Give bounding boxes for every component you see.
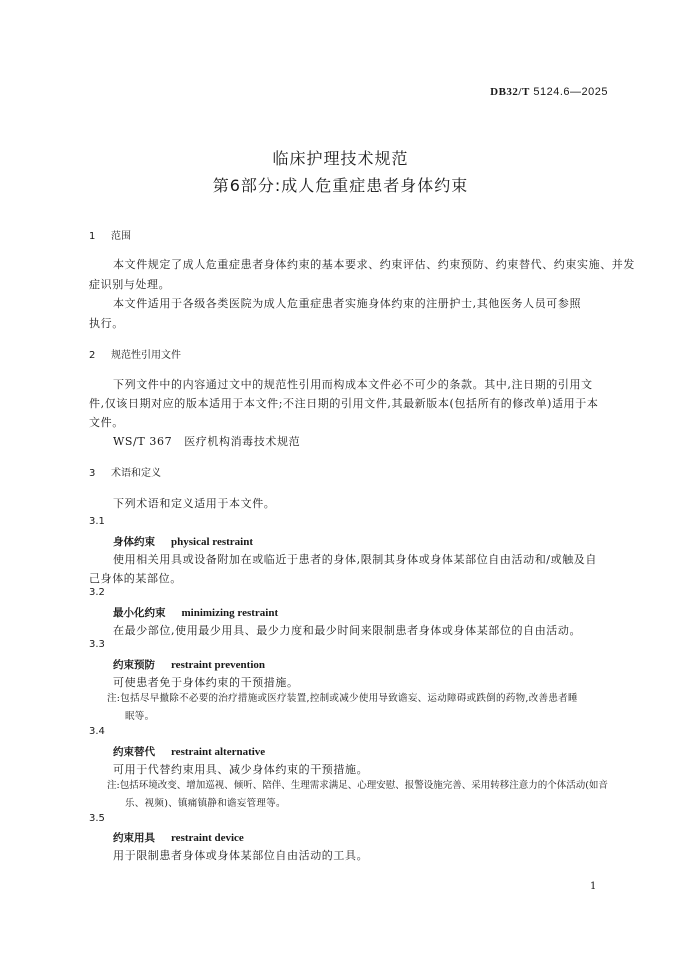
standard-prefix: DB32/T [490,86,530,98]
term-number: 3.2 [89,587,105,598]
document-title: 临床护理技术规范 [272,149,409,168]
term-number: 3.5 [89,813,105,824]
paragraph-line: 本文件规定了成人危重症患者身体约束的基本要求、约束评估、约束预防、约束替代、约束实施、并发 [113,258,635,271]
term-definition: 用于限制患者身体或身体某部位自由活动的工具。 [113,849,369,862]
term-definition: 使用相关用具或设备附加在或临近于患者的身体,限制其身体或身体某部位自由活动和/或触及自 [113,553,597,566]
normative-reference [113,432,300,452]
section-number: 2 [89,350,96,361]
term-cn: 约束替代 [113,746,155,758]
section-heading-normative [89,346,181,361]
term-title [113,830,244,845]
term-number: 3.1 [89,516,105,527]
section-heading-scope [89,227,131,242]
section-title: 范围 [111,231,131,242]
term-cn: 身体约束 [113,536,155,548]
paragraph-line: 执行。 [89,317,124,330]
term-title [113,744,265,759]
paragraph-line: 下列文件中的内容通过文中的规范性引用而构成本文件必不可少的条款。其中,注日期的引用文 [113,378,593,391]
term-cn: 约束用具 [113,832,155,844]
paragraph-line: 下列术语和定义适用于本文件。 [113,497,276,510]
page-number: 1 [590,881,597,892]
term-definition: 在最少部位,使用最少用具、最少力度和最少时间来限制患者身体或身体某部位的自由活动。 [113,624,582,637]
term-en: restraint alternative [171,746,266,758]
section-title: 术语和定义 [111,468,161,479]
term-cn: 最小化约束 [113,607,166,619]
term-number: 3.4 [89,726,105,737]
term-definition: 己身体的某部位。 [89,572,182,585]
reference-title: 医疗机构消毒技术规范 [184,435,301,448]
term-title [113,657,265,672]
section-heading-terms [89,464,161,479]
reference-code: WS/T 367 [113,435,173,448]
document-subtitle: 第6部分:成人危重症患者身体约束 [212,176,469,195]
term-en: restraint device [171,832,244,844]
term-note: 乐、视频)、镇痛镇静和谵妄管理等。 [125,798,286,809]
term-cn: 约束预防 [113,659,155,671]
section-number: 1 [89,231,96,242]
term-note: 注:包括尽早撤除不必要的治疗措施或医疗装置,控制或减少使用导致谵妄、运动障碍或跌倒的药物,改善患者睡 [107,693,578,704]
standard-number: 5124.6—2025 [533,86,608,98]
term-definition: 可使患者免于身体约束的干预措施。 [113,676,299,689]
term-note: 眠等。 [125,711,155,722]
term-note: 注:包括环境改变、增加巡视、倾听、陪伴、生理需求满足、心理安慰、报警设施完善、采用转移注意力的个体活动(如音 [107,780,608,791]
term-definition: 可用于代替约束用具、减少身体约束的干预措施。 [113,763,369,776]
term-title [113,534,253,549]
paragraph-line: 文件。 [89,416,124,429]
term-title [113,605,278,620]
section-number: 3 [89,468,96,479]
standard-code [490,86,608,98]
term-en: physical restraint [171,536,253,548]
paragraph-line: 症识别与处理。 [89,278,171,291]
term-en: restraint prevention [171,659,265,671]
term-number: 3.3 [89,639,105,650]
paragraph-line: 件,仅该日期对应的版本适用于本文件;不注日期的引用文件,其最新版本(包括所有的修改单)适用于本 [89,397,599,410]
paragraph-line: 本文件适用于各级各类医院为成人危重症患者实施身体约束的注册护士,其他医务人员可参照 [113,297,582,310]
term-en: minimizing restraint [181,607,279,619]
section-title: 规范性引用文件 [111,350,181,361]
